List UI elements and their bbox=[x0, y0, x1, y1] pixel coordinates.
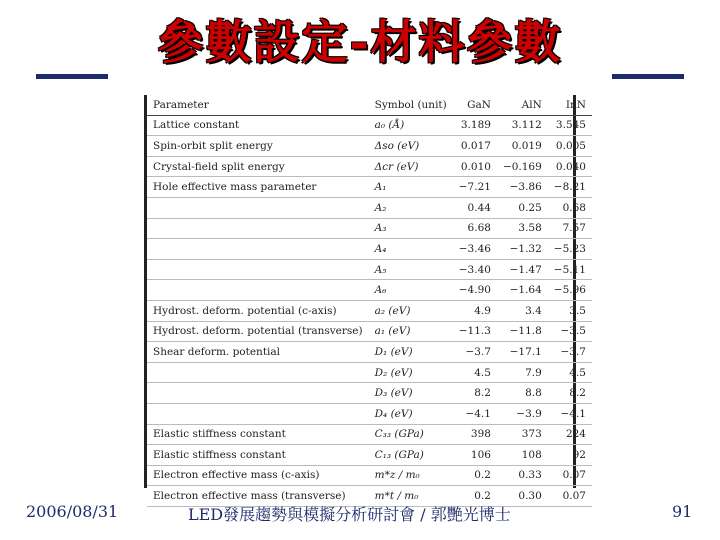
cell-gan: −11.3 bbox=[453, 321, 497, 342]
cell-symbol: D₃ (eV) bbox=[369, 383, 453, 404]
table-row bbox=[147, 136, 592, 157]
cell-inn: 0.07 bbox=[548, 465, 592, 486]
cell-parameter: Lattice constant bbox=[147, 115, 369, 136]
cell-parameter: Hole effective mass parameter bbox=[147, 177, 369, 198]
cell-aln: −3.86 bbox=[497, 177, 548, 198]
cell-symbol: A₁ bbox=[369, 177, 453, 198]
title-rule-left bbox=[36, 74, 108, 79]
cell-parameter: Hydrost. deform. potential (c-axis) bbox=[147, 300, 369, 321]
cell-inn: 0.07 bbox=[548, 486, 592, 507]
cell-inn: −3.5 bbox=[548, 321, 592, 342]
cell-symbol: A₄ bbox=[369, 239, 453, 260]
header-gan: GaN bbox=[453, 95, 497, 115]
cell-aln: 0.019 bbox=[497, 136, 548, 157]
cell-parameter: Shear deform. potential bbox=[147, 342, 369, 363]
cell-gan: 8.2 bbox=[453, 383, 497, 404]
cell-aln: −0.169 bbox=[497, 156, 548, 177]
cell-aln: 7.9 bbox=[497, 362, 548, 383]
cell-aln: 0.25 bbox=[497, 197, 548, 218]
cell-parameter bbox=[147, 280, 369, 301]
cell-symbol: m*z / m₀ bbox=[369, 465, 453, 486]
table-row bbox=[147, 445, 592, 466]
cell-aln: 0.30 bbox=[497, 486, 548, 507]
cell-gan: 0.017 bbox=[453, 136, 497, 157]
footer-seminar-title: LED發展趨勢與模擬分析研討會 / 郭艷光博士 bbox=[188, 505, 511, 524]
cell-inn: −5.96 bbox=[548, 280, 592, 301]
cell-symbol: C₁₃ (GPa) bbox=[369, 445, 453, 466]
header-aln: AlN bbox=[497, 95, 548, 115]
cell-parameter bbox=[147, 362, 369, 383]
cell-parameter bbox=[147, 259, 369, 280]
table-row bbox=[147, 177, 592, 198]
cell-symbol: m*t / m₀ bbox=[369, 486, 453, 507]
cell-symbol: Δcr (eV) bbox=[369, 156, 453, 177]
cell-symbol: Δso (eV) bbox=[369, 136, 453, 157]
table-row bbox=[147, 383, 592, 404]
cell-inn: 4.5 bbox=[548, 362, 592, 383]
cell-parameter bbox=[147, 383, 369, 404]
cell-parameter bbox=[147, 239, 369, 260]
cell-inn: −4.1 bbox=[548, 403, 592, 424]
cell-parameter: Elastic stiffness constant bbox=[147, 424, 369, 445]
cell-gan: −7.21 bbox=[453, 177, 497, 198]
cell-inn: 92 bbox=[548, 445, 592, 466]
cell-aln: −11.8 bbox=[497, 321, 548, 342]
cell-gan: 0.44 bbox=[453, 197, 497, 218]
cell-gan: −4.1 bbox=[453, 403, 497, 424]
cell-aln: 8.8 bbox=[497, 383, 548, 404]
cell-symbol: A₅ bbox=[369, 259, 453, 280]
cell-gan: 106 bbox=[453, 445, 497, 466]
cell-symbol: a₂ (eV) bbox=[369, 300, 453, 321]
cell-inn: 8.2 bbox=[548, 383, 592, 404]
table-row bbox=[147, 403, 592, 424]
cell-aln: −1.64 bbox=[497, 280, 548, 301]
table-row bbox=[147, 259, 592, 280]
cell-inn: 3.545 bbox=[548, 115, 592, 136]
header-parameter: Parameter bbox=[147, 95, 369, 115]
cell-gan: −3.7 bbox=[453, 342, 497, 363]
cell-parameter: Electron effective mass (c-axis) bbox=[147, 465, 369, 486]
cell-symbol: C₃₃ (GPa) bbox=[369, 424, 453, 445]
footer-date: 2006/08/31 bbox=[26, 502, 119, 521]
cell-aln: 0.33 bbox=[497, 465, 548, 486]
cell-gan: −3.40 bbox=[453, 259, 497, 280]
parameter-table bbox=[147, 95, 592, 507]
cell-gan: 3.189 bbox=[453, 115, 497, 136]
cell-gan: 4.9 bbox=[453, 300, 497, 321]
cell-aln: 3.58 bbox=[497, 218, 548, 239]
cell-gan: 0.010 bbox=[453, 156, 497, 177]
table-row bbox=[147, 300, 592, 321]
cell-aln: 3.4 bbox=[497, 300, 548, 321]
cell-symbol: A₆ bbox=[369, 280, 453, 301]
table-body bbox=[147, 115, 592, 506]
cell-aln: −3.9 bbox=[497, 403, 548, 424]
table-row bbox=[147, 362, 592, 383]
table-row bbox=[147, 218, 592, 239]
table-row bbox=[147, 280, 592, 301]
cell-inn: 0.68 bbox=[548, 197, 592, 218]
header-inn: InN bbox=[548, 95, 592, 115]
cell-parameter bbox=[147, 197, 369, 218]
cell-parameter: Crystal-field split energy bbox=[147, 156, 369, 177]
cell-symbol: a₁ (eV) bbox=[369, 321, 453, 342]
cell-parameter: Elastic stiffness constant bbox=[147, 445, 369, 466]
cell-inn: 0.005 bbox=[548, 136, 592, 157]
cell-parameter: Electron effective mass (transverse) bbox=[147, 486, 369, 507]
cell-parameter bbox=[147, 218, 369, 239]
cell-aln: 373 bbox=[497, 424, 548, 445]
cell-symbol: A₂ bbox=[369, 197, 453, 218]
cell-aln: −1.47 bbox=[497, 259, 548, 280]
cell-inn: −5.23 bbox=[548, 239, 592, 260]
cell-parameter: Spin-orbit split energy bbox=[147, 136, 369, 157]
cell-aln: 108 bbox=[497, 445, 548, 466]
cell-symbol: a₀ (Å) bbox=[369, 115, 453, 136]
cell-symbol: D₂ (eV) bbox=[369, 362, 453, 383]
cell-gan: 0.2 bbox=[453, 465, 497, 486]
header-symbol: Symbol (unit) bbox=[369, 95, 453, 115]
table-row bbox=[147, 465, 592, 486]
cell-parameter bbox=[147, 403, 369, 424]
cell-symbol: A₃ bbox=[369, 218, 453, 239]
table-row bbox=[147, 321, 592, 342]
table-row bbox=[147, 156, 592, 177]
slide-title: 參數設定-材料參數 bbox=[157, 15, 563, 69]
table-row bbox=[147, 424, 592, 445]
table-row bbox=[147, 342, 592, 363]
cell-inn: −3.7 bbox=[548, 342, 592, 363]
cell-gan: 4.5 bbox=[453, 362, 497, 383]
cell-gan: 398 bbox=[453, 424, 497, 445]
table-row bbox=[147, 239, 592, 260]
table-row bbox=[147, 197, 592, 218]
cell-inn: −8.21 bbox=[548, 177, 592, 198]
cell-gan: −3.46 bbox=[453, 239, 497, 260]
cell-symbol: D₁ (eV) bbox=[369, 342, 453, 363]
cell-parameter: Hydrost. deform. potential (transverse) bbox=[147, 321, 369, 342]
cell-gan: −4.90 bbox=[453, 280, 497, 301]
title-rule-right bbox=[612, 74, 684, 79]
cell-gan: 0.2 bbox=[453, 486, 497, 507]
cell-aln: 3.112 bbox=[497, 115, 548, 136]
cell-inn: −5.11 bbox=[548, 259, 592, 280]
cell-gan: 6.68 bbox=[453, 218, 497, 239]
cell-inn: 3.5 bbox=[548, 300, 592, 321]
cell-aln: −1.32 bbox=[497, 239, 548, 260]
page-number: 91 bbox=[672, 502, 693, 521]
table-row bbox=[147, 115, 592, 136]
cell-inn: 7.57 bbox=[548, 218, 592, 239]
cell-aln: −17.1 bbox=[497, 342, 548, 363]
cell-inn: 224 bbox=[548, 424, 592, 445]
cell-inn: 0.040 bbox=[548, 156, 592, 177]
cell-symbol: D₄ (eV) bbox=[369, 403, 453, 424]
material-parameter-table bbox=[144, 95, 586, 503]
table-header-row bbox=[147, 95, 592, 115]
